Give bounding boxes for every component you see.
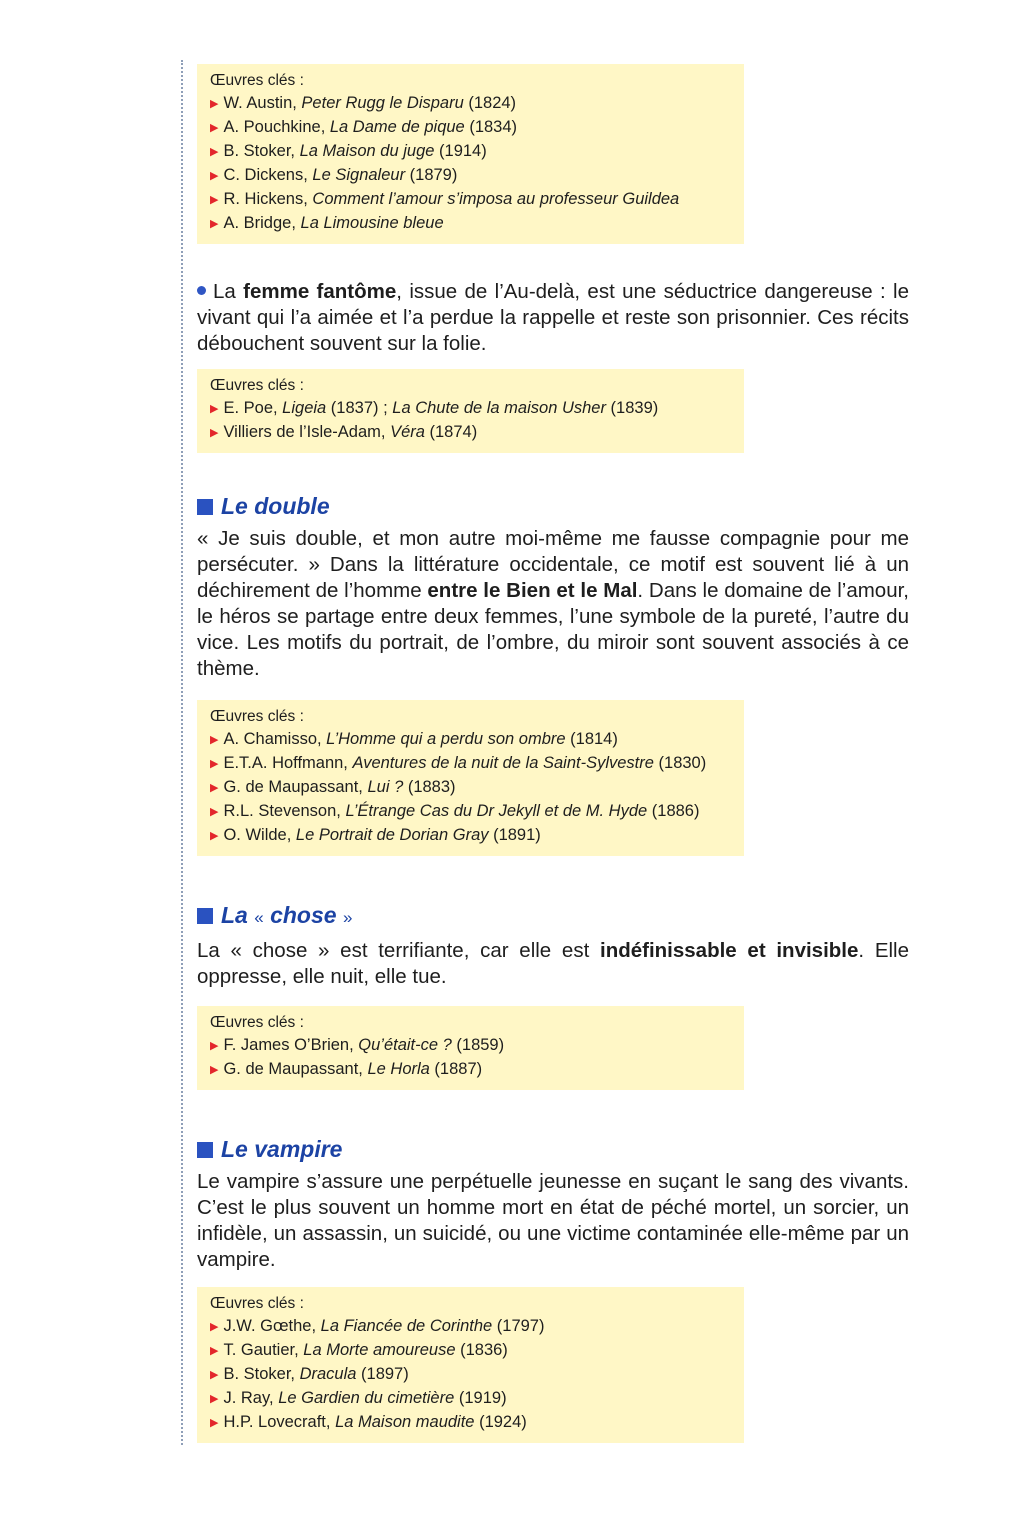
key-works-box-2 [197, 369, 744, 453]
work-item: ▶ A. Bridge, La Limousine bleue [210, 214, 444, 232]
red-arrow-icon: ▶ [210, 146, 219, 158]
red-arrow-icon: ▶ [210, 403, 219, 415]
work-item: ▶ C. Dickens, Le Signaleur (1879) [210, 166, 458, 184]
work-item: ▶ B. Stoker, La Maison du juge (1914) [210, 142, 487, 160]
margin-dotted-rule [181, 60, 183, 1445]
vampire-paragraph: Le vampire s’assure une perpétuelle jeunesse en suçant le sang des vivants. C’est le plus souvent un homme mort en état de péché mortel, un sorcier, un infidèle, un assassin, un suicidé, ou une victime contaminée elle-même par un vampire. [197, 1170, 909, 1271]
key-works-box-1 [197, 64, 744, 244]
red-arrow-icon: ▶ [210, 170, 219, 182]
work-item: ▶ F. James O’Brien, Qu’était-ce ? (1859) [210, 1036, 505, 1054]
work-item: ▶ H.P. Lovecraft, La Maison maudite (1924) [210, 1413, 527, 1431]
box-title: Œuvres clés : [210, 72, 304, 89]
blue-square-icon [197, 908, 213, 924]
work-item: ▶ A. Chamisso, L’Homme qui a perdu son ombre (1814) [210, 730, 618, 748]
key-works-box-5 [197, 1287, 744, 1443]
red-arrow-icon: ▶ [210, 758, 219, 770]
red-arrow-icon: ▶ [210, 427, 219, 439]
blue-square-icon [197, 499, 213, 515]
blue-bullet-icon [197, 286, 206, 295]
work-item: ▶ A. Pouchkine, La Dame de pique (1834) [210, 118, 518, 136]
red-arrow-icon: ▶ [210, 1369, 219, 1381]
red-arrow-icon: ▶ [210, 1345, 219, 1357]
work-item: ▶ B. Stoker, Dracula (1897) [210, 1365, 409, 1383]
box-title: Œuvres clés : [210, 1295, 304, 1312]
work-item: ▶ G. de Maupassant, Le Horla (1887) [210, 1060, 483, 1078]
red-arrow-icon: ▶ [210, 1393, 219, 1405]
heading-la-chose: La « chose » [197, 901, 909, 932]
red-arrow-icon: ▶ [210, 830, 219, 842]
work-item: ▶ O. Wilde, Le Portrait de Dorian Gray (1891) [210, 826, 541, 844]
work-item: ▶ R. Hickens, Comment l’amour s’imposa au professeur Guildea [210, 190, 680, 208]
heading-le-vampire: Le vampire [197, 1135, 909, 1163]
red-arrow-icon: ▶ [210, 1064, 219, 1076]
work-item: ▶ J. Ray, Le Gardien du cimetière (1919) [210, 1389, 507, 1407]
chose-paragraph: La « chose » est terrifiante, car elle est indéfinissable et invisible. Elle oppresse, elle nuit, elle tue. [197, 939, 910, 988]
red-arrow-icon: ▶ [210, 194, 219, 206]
work-item: ▶ R.L. Stevenson, L’Étrange Cas du Dr Jekyll et de M. Hyde (1886) [210, 802, 700, 820]
heading-le-double: Le double [197, 492, 909, 520]
page-content [197, 64, 909, 1443]
key-works-box-4 [197, 1006, 744, 1090]
work-item: ▶ T. Gautier, La Morte amoureuse (1836) [210, 1341, 508, 1359]
double-paragraph: « Je suis double, et mon autre moi-même me fausse compagnie pour me persécuter. » Dans la littérature occidentale, ce motif est souvent lié à un déchirement de l’homme entre le Bien et le Mal. Dans le domaine de l’amour, le héros se partage entre deux femmes, l’une symbole de la pureté, l’autre du vice. Les motifs du portrait, de l’ombre, du miroir sont souvent associés à ce thème. [197, 527, 910, 680]
work-item: ▶ E.T.A. Hoffmann, Aventures de la nuit de la Saint-Sylvestre (1830) [210, 754, 707, 772]
red-arrow-icon: ▶ [210, 734, 219, 746]
red-arrow-icon: ▶ [210, 98, 219, 110]
key-works-box-3 [197, 700, 744, 856]
work-item: ▶ G. de Maupassant, Lui ? (1883) [210, 778, 456, 796]
red-arrow-icon: ▶ [210, 1040, 219, 1052]
box-title: Œuvres clés : [210, 708, 304, 725]
red-arrow-icon: ▶ [210, 806, 219, 818]
work-item: ▶ Villiers de l’Isle-Adam, Véra (1874) [210, 423, 478, 441]
work-item: ▶ J.W. Gœthe, La Fiancée de Corinthe (1797) [210, 1317, 545, 1335]
box-title: Œuvres clés : [210, 1014, 304, 1031]
work-item: ▶ W. Austin, Peter Rugg le Disparu (1824) [210, 94, 517, 112]
red-arrow-icon: ▶ [210, 122, 219, 134]
box-title: Œuvres clés : [210, 377, 304, 394]
red-arrow-icon: ▶ [210, 218, 219, 230]
work-item: ▶ E. Poe, Ligeia (1837) ; La Chute de la maison Usher (1839) [210, 399, 659, 417]
blue-square-icon [197, 1142, 213, 1158]
red-arrow-icon: ▶ [210, 782, 219, 794]
red-arrow-icon: ▶ [210, 1321, 219, 1333]
femme-fantome-paragraph: La femme fantôme, issue de l’Au-delà, est une séductrice dangereuse : le vivant qui l’a aimée et l’a perdue la rappelle et reste son prisonnier. Ces récits débouchent souvent sur la folie. [197, 280, 910, 355]
red-arrow-icon: ▶ [210, 1417, 219, 1429]
